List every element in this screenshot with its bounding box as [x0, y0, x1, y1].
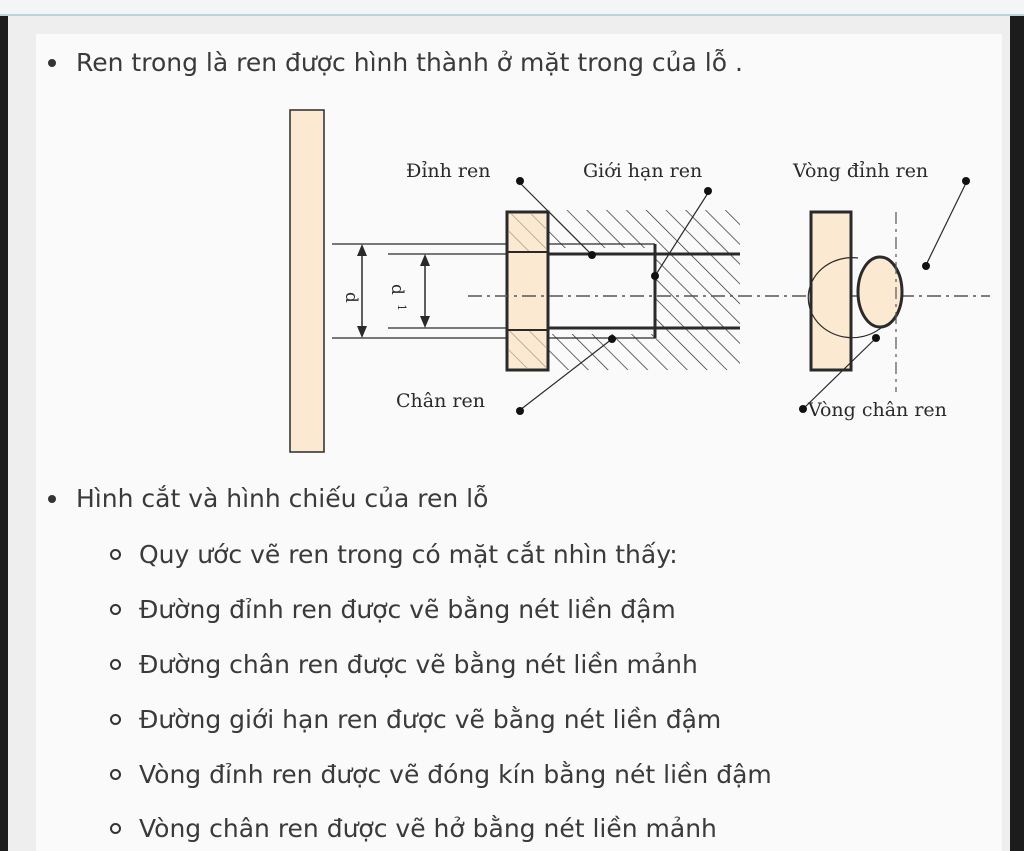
bullet-dot-icon: [48, 495, 56, 503]
label-d1: d: [387, 284, 407, 295]
label-dinh-ren: Đỉnh ren: [406, 160, 491, 182]
list-item-text: Đường chân ren được vẽ bằng nét liền mảnh: [139, 650, 698, 679]
list-item: [110, 814, 717, 843]
bullet-circle-icon: [110, 769, 121, 780]
bullet-circle-icon: [110, 604, 121, 615]
intro-text: Ren trong là ren được hình thành ở mặt trong của lỗ .: [76, 48, 743, 77]
list-item: [110, 760, 772, 789]
list-item-text: Đường đỉnh ren được vẽ bằng nét liền đậm: [139, 595, 676, 624]
label-vong-chan-ren: Vòng chân ren: [808, 399, 947, 421]
section-heading-bullet: [48, 484, 488, 513]
bullet-circle-icon: [110, 659, 121, 670]
label-vong-dinh-ren: Vòng đỉnh ren: [793, 160, 929, 182]
list-item-text: Vòng đỉnh ren được vẽ đóng kín bằng nét liền đậm: [139, 760, 772, 789]
bullet-circle-icon: [110, 823, 121, 834]
list-item: [110, 540, 678, 569]
list-item-text: Quy ước vẽ ren trong có mặt cắt nhìn thấy:: [139, 540, 678, 569]
bullet-circle-icon: [110, 714, 121, 725]
label-chan-ren: Chân ren: [396, 390, 485, 412]
bullet-circle-icon: [110, 549, 121, 560]
section-heading: Hình cắt và hình chiếu của ren lỗ: [76, 484, 489, 513]
side-plate: [811, 212, 851, 370]
list-item-text: Vòng chân ren được vẽ hở bằng nét liền mảnh: [139, 814, 717, 843]
label-d: d: [341, 292, 361, 303]
list-item: [110, 705, 721, 734]
list-item: [110, 650, 698, 679]
list-item: [110, 595, 676, 624]
list-item-text: Đường giới hạn ren được vẽ bằng nét liền đậm: [139, 705, 722, 734]
reference-bar: [290, 110, 324, 452]
label-gioi-han-ren: Giới hạn ren: [583, 160, 703, 182]
label-d1-sub: 1: [395, 304, 408, 311]
